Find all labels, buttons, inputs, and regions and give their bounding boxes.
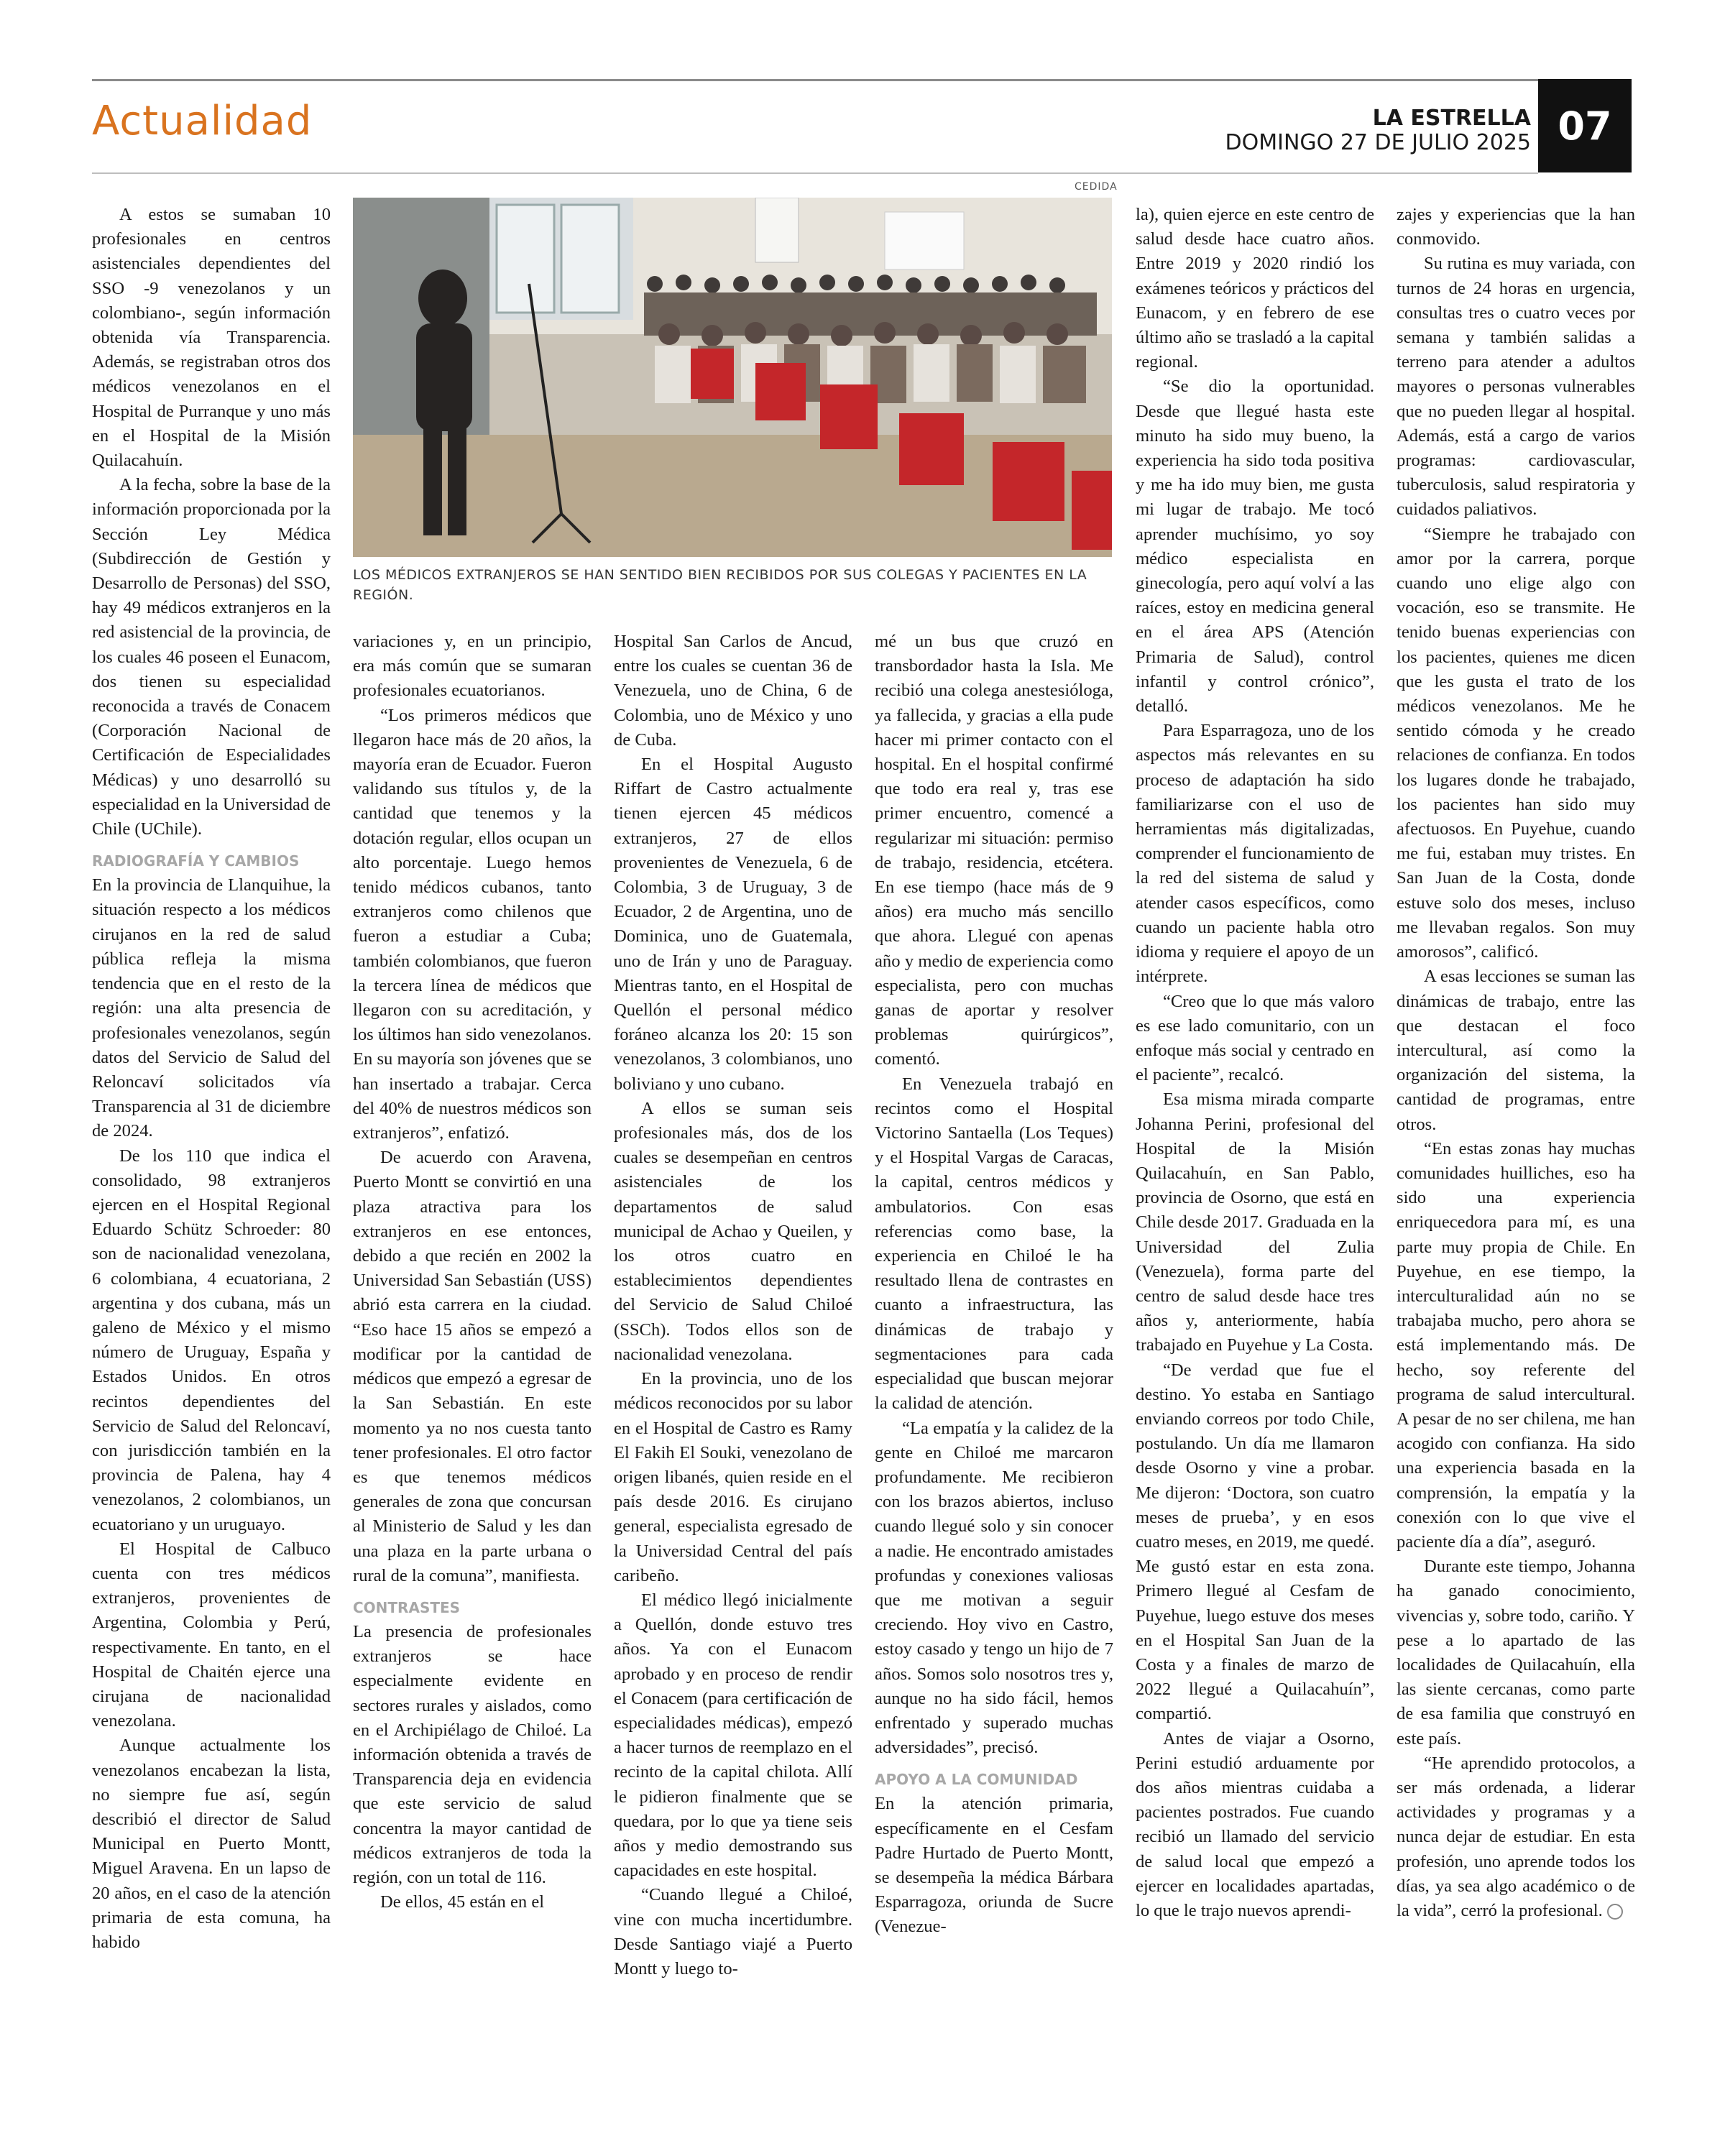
paragraph: En la provincia, uno de los médicos reconocidos por su labor en el Hospital de Castro es Ramy El Fakih El Souki, venezolano de origen libanés, quien reside en el país desde 2016. Es cirujano general, especialista egresado de la Universidad Central del país caribeño. — [614, 1369, 852, 1585]
paragraph: Su rutina es muy variada, con turnos de 24 horas en urgencia, consultas tres o cuatro veces por semana y también salidas a terreno para atender a adultos mayores o personas vulnerables que no pueden llegar al hospital. Además, está a cargo de varios programas: cardiovascular, tuberculosis, salud respiratoria y cuidados paliativos. — [1397, 254, 1635, 520]
paragraph: “De verdad que fue el destino. Yo estaba en Santiago enviando correos por todo Chile, postulando. Un día me llamaron desde Osorno y vine a probar. Me dijeron: ‘Doctora, son cuatro meses de prueba’, y en esos cuatro meses, en 2019, me quedé. Me gustó estar en esta zona. Primero llegué al Cesfam de Puyehue, luego estuve dos meses en el Hospital San Juan de la Costa y a finales de marzo de 2022 llegué a Quilacahuín”, compartió. — [1136, 1360, 1374, 1724]
paragraph: “Cuando llegué a Chiloé, vine con mucha incertidumbre. Desde Santiago viajé a Puerto Montt y luego to- — [614, 1885, 852, 1978]
paragraph: mé un bus que cruzó en transbordador hasta la Isla. Me recibió una colega anestesióloga, ya fallecida, y gracias a ella pude hacer mi primer contacto con el hospital. En el hospital confirmé que todo era real y, tras ese primer encuentro, comencé a regularizar mi situación: permiso de trabajo, residencia, etcétera. En ese tiempo (hace más de 9 años) era mucho más sencillo que ahora. Llegué con apenas año y medio de experiencia como especialista, pero con muchas ganas de aportar y resolver problemas quirúrgicos”, comentó. — [875, 632, 1113, 1069]
paragraph: “Siempre he trabajado con amor por la carrera, porque cuando uno elige algo con vocación, eso se transmite. He tenido buenas experiencias con los pacientes, quienes me dicen que les gusta el trato de los médicos venezolanos. Me he sentido cómoda y he creado relaciones de confianza. En todos los lugares donde he trabajado, los pacientes han sido muy afectuosos. En Puyehue, cuando me fui, estaban muy tristes. En San Juan de la Costa, donde estuve solo dos meses, incluso me llevaban regalos. Son muy amorosos”, calificó. — [1397, 524, 1635, 962]
masthead — [1225, 106, 1531, 155]
paragraph: Antes de viajar a Osorno, Perini estudió arduamente por dos años mientras cuidaba a pacientes postrados. Fue cuando recibió un llamado del servicio de salud local que empezó a ejercer en localidades apartadas, lo que le trajo nuevos aprendi- — [1136, 1728, 1374, 1921]
paragraph: El médico llegó inicialmente a Quellón, donde estuvo tres años. Ya con el Eunacom aprobado y en proceso de rendir el Conacem (para certificación de especialidades médicas), empezó a hacer turnos de reemplazo en el recinto de la capital chilota. Allí le pidieron finalmente que se quedara, por lo que ya tiene seis años y medio demostrando sus capacidades en este hospital. — [614, 1590, 852, 1881]
paragraph: “Se dio la oportunidad. Desde que llegué hasta este minuto ha sido muy bueno, la experiencia ha sido toda positiva y me ha ido muy bien, me gusta mi lugar de trabajo. Me tocó aprender muchísimo, yo soy médico especialista en ginecología, pero aquí volví a las raíces, estoy en medicina general en el área APS (Atención Primaria de Salud), control infantil y control crónico”, detalló. — [1136, 377, 1374, 717]
paragraph-final — [1397, 1751, 1635, 1923]
paragraph: De los 110 que indica el consolidado, 98 extranjeros ejercen en el Hospital Regional Eduardo Schütz Schroeder: 80 son de nacionalidad venezolana, 6 colombiana, 4 ecuatoriana, 2 argentina y dos cubana, más un galeno de México y el mismo número de Uruguay, España y Estados Unidos. En otros recintos dependientes del Servicio de Salud del Reloncaví, con jurisdicción también en la provincia de Palena, hay 4 venezolanos, 2 colombianos, un ecuatoriano y un uruguayo. — [92, 1146, 331, 1534]
paragraph: zajes y experiencias que la han conmovido. — [1397, 205, 1635, 249]
end-mark-icon — [1607, 1904, 1623, 1920]
paragraph: A la fecha, sobre la base de la información proporcionada por la Sección Ley Médica (Subdirección de Gestión y Desarrollo de Personas) del SSO, hay 49 médicos extranjeros en la red asistencial de la provincia, de los cuales 46 poseen el Eunacom, dos tienen su especialidad reconocida a través de Conacem (Corporación Nacional de Certificación de Especialidades Médicas) y uno desarrolló su especialidad en la Universidad de Chile (UChile). — [92, 475, 331, 839]
paragraph: A esas lecciones se suman las dinámicas de trabajo, entre las que destacan el foco intercultural, así como la organización del sistema, la cantidad de programas, entre otros. — [1397, 967, 1635, 1134]
subheading-contrastes: CONTRASTES — [353, 1598, 461, 1616]
photo-credit: CEDIDA — [1075, 181, 1118, 193]
paragraph: “Los primeros médicos que llegaron hace más de 20 años, la mayoría eran de Ecuador. Fueron validando sus títulos y, de la cantidad que tenemos y la dotación regular, ellos ocupan un alto porcentaje. Luego hemos tenido médicos cubanos, tanto extranjeros como chilenos que fueron a estudiar a Cuba; también colombianos, que fueron la tercera línea de médicos que llegaron con su acreditación, y los últimos han sido venezolanos. En su mayoría son jóvenes que se han insertado a trabajar. Cerca del 40% de nuestros médicos son extranjeros”, enfatizó. — [353, 705, 592, 1143]
paragraph: La presencia de profesionales extranjeros se hace especialmente evidente en sectores rurales y aislados, como en el Archipiélago de Chiloé. La información obtenida a través de Transparencia deja en evidencia que este servicio de salud concentra la mayor cantidad de médicos extranjeros de toda la región, con un total de 116. — [353, 1621, 592, 1887]
page-number: 07 — [1538, 79, 1632, 172]
paragraph: De acuerdo con Aravena, Puerto Montt se convirtió en una plaza atractiva para los extranjeros en ese entonces, debido a que recién en 2002 la Universidad San Sebastián (USS) abrió esta carrera en la ciudad. “Eso hace 15 años se empezó a modificar por la cantidad de médicos que empezó a egresar de la San Sebastián. En este momento ya no nos cuesta tanto tener profesionales. El otro factor es que tenemos médicos generales de zona que concursan al Ministerio de Salud y les dan una plaza en la parte urbana o rural de la comuna”, manifiesta. — [353, 1148, 592, 1585]
paragraph: El Hospital de Calbuco cuenta con tres médicos extranjeros, provenientes de Argentina, Colombia y Perú, respectivamente. En tanto, en el Hospital de Chaitén ejerce una cirujana de nacionalidad venezolana. — [92, 1539, 331, 1731]
paragraph: En Venezuela trabajó en recintos como el Hospital Victorino Santaella (Los Teques) y el Hospital Vargas de Caracas, la capital, centros médicos y ambulatorios. Con esas referencias como base, la experiencia en Chiloé le ha resultado llena de contrastes en cuanto a infraestructura, las dinámicas de trabajo y segmentaciones para cada especialidad que buscan mejorar la calidad de atención. — [875, 1074, 1113, 1414]
subheading-radiografia: RADIOGRAFÍA Y CAMBIOS — [92, 852, 300, 870]
paragraph: “Creo que lo que más valoro es ese lado comunitario, con un enfoque más social y centrado en el paciente”, recalcó. — [1136, 991, 1374, 1085]
paragraph: Hospital San Carlos de Ancud, entre los cuales se cuentan 36 de Venezuela, uno de China, 6 de Colombia, uno de México y uno de Cuba. — [614, 632, 852, 750]
paragraph: A estos se sumaban 10 profesionales en centros asistenciales dependientes del SSO -9 venezolanos y un colombiano-, según información obtenida vía Transparencia. Además, se registraban otros dos médicos venezolanos en el Hospital de Purranque y uno más en el Hospital de la Misión Quilacahuín. — [92, 205, 331, 471]
article-column-2 — [353, 630, 592, 1915]
paragraph: En la atención primaria, específicamente en el Cesfam Padre Hurtado de Puerto Montt, se desempeña la médica Bárbara Esparragoza, oriunda de Sucre (Venezue- — [875, 1794, 1113, 1937]
paragraph: la), quien ejerce en este centro de salud desde hace cuatro años. Entre 2019 y 2020 rindió los exámenes teóricos y prácticos del Eunacom, y en febrero de ese último año se trasladó a la capital regional. — [1136, 205, 1374, 372]
top-rule — [92, 79, 1632, 81]
article-column-5 — [1136, 203, 1374, 1923]
issue-date: DOMINGO 27 DE JULIO 2025 — [1225, 130, 1531, 155]
subheading-apoyo: APOYO A LA COMUNIDAD — [875, 1771, 1078, 1789]
paragraph-final-text: “He aprendido protocolos, a ser más ordenada, a liderar actividades y programas y a nunca dejar de estudiar. En esta profesión, uno aprende todos los días, ya sea algo académico o de la vida”, cerró la profesional. — [1397, 1753, 1635, 1921]
paragraph: En el Hospital Augusto Riffart de Castro actualmente tienen ejercen 45 médicos extranjeros, 27 de ellos provenientes de Venezuela, 6 de Colombia, 3 de Uruguay, 3 de Ecuador, 2 de Argentina, uno de Dominica, uno de Guatemala, uno de Irán y uno de Paraguay. Mientras tanto, en el Hospital de Quellón el personal médico foráneo alcanza los 20: 15 son venezolanos, 3 colombianos, uno boliviano y uno cubano. — [614, 755, 852, 1094]
article-column-3 — [614, 630, 852, 1981]
paragraph: “La empatía y la calidez de la gente en Chiloé me marcaron profundamente. Me recibieron con los brazos abiertos, incluso cuando llegué solo y sin conocer a nadie. He encontrado amistades profundas y conexiones valiosas que me motivan a seguir creciendo. Hoy vivo en Castro, estoy casado y tengo un hijo de 7 años. Somos solo nosotros tres y, aunque no ha sido fácil, hemos enfrentado y superado muchas adversidades”, precisó. — [875, 1418, 1113, 1758]
newspaper-name: LA ESTRELLA — [1372, 106, 1531, 131]
paragraph: “En estas zonas hay muchas comunidades huilliches, eso ha sido una experiencia enriquecedora para mí, es una parte muy propia de Chile. En Puyehue, en ese tiempo, la interculturalidad aún no se trabajaba mucho, pero ahora se está implementando más. De hecho, soy referente del programa de salud intercultural. A pesar de no ser chilena, me han acogido con confianza. Ha sido una experiencia basada en la comprensión, la empatía y la conexión con lo que vive el paciente día a día”, aseguró. — [1397, 1138, 1635, 1552]
paragraph: A ellos se suman seis profesionales más, dos de los cuales se desempeñan en centros asistenciales de los departamentos de salud municipal de Achao y Queilen, y los otros cuatro en establecimientos dependientes del Servicio de Salud Chiloé (SSCh). Todos ellos son de nacionalidad venezolana. — [614, 1098, 852, 1364]
paragraph: De ellos, 45 están en el — [380, 1892, 545, 1912]
article-column-4 — [875, 630, 1113, 1940]
paragraph: En la provincia de Llanquihue, la situación respecto a los médicos cirujanos en la red de salud pública refleja la misma tendencia que en el resto de la región: una alta presencia de profesionales venezolanos, según datos del Servicio de Salud del Reloncaví solicitados vía Transparencia al 31 de diciembre de 2024. — [92, 875, 331, 1141]
paragraph: variaciones y, en un principio, era más común que se sumaran profesionales ecuatorianos. — [353, 632, 592, 701]
article-column-1 — [92, 203, 331, 1955]
section-title: Actualidad — [92, 98, 313, 144]
paragraph: Para Esparragoza, uno de los aspectos más relevantes en su proceso de adaptación ha sido familiarizarse con el uso de herramientas más digitalizadas, comprender el funcionamiento de la red del sistema de salud y atender casos específicos, como cuando un paciente habla otro idioma y requiere el apoyo de un intérprete. — [1136, 721, 1374, 987]
paragraph: Aunque actualmente los venezolanos encabezan la lista, no siempre fue así, según describió el director de Salud Municipal en Puerto Montt, Miguel Aravena. En un lapso de 20 años, en el caso de la atención primaria de esta comuna, ha habido — [92, 1736, 331, 1953]
photo-caption: LOS MÉDICOS EXTRANJEROS SE HAN SENTIDO BIEN RECIBIDOS POR SUS COLEGAS Y PACIENTES EN LA REGIÓN. — [353, 567, 1087, 603]
paragraph: Esa misma mirada comparte Johanna Perini, profesional del Hospital de la Misión Quilacahuín, en San Pablo, provincia de Osorno, que está en Chile desde 2017. Graduada en la Universidad del Zulia (Venezuela), forma parte del centro de salud desde hace tres años y, anteriormente, había trabajado en Puyehue y La Costa. — [1136, 1089, 1374, 1355]
paragraph: Durante este tiempo, Johanna ha ganado conocimiento, vivencias y, sobre todo, cariño. Y pese a lo apartado de las localidades de Quilacahuín, ella las siente cercanas, como parte de esa familia que construyó en este país. — [1397, 1557, 1635, 1749]
article-photo — [353, 198, 1112, 557]
article-column-6 — [1397, 203, 1635, 1923]
header-divider — [92, 172, 1538, 174]
